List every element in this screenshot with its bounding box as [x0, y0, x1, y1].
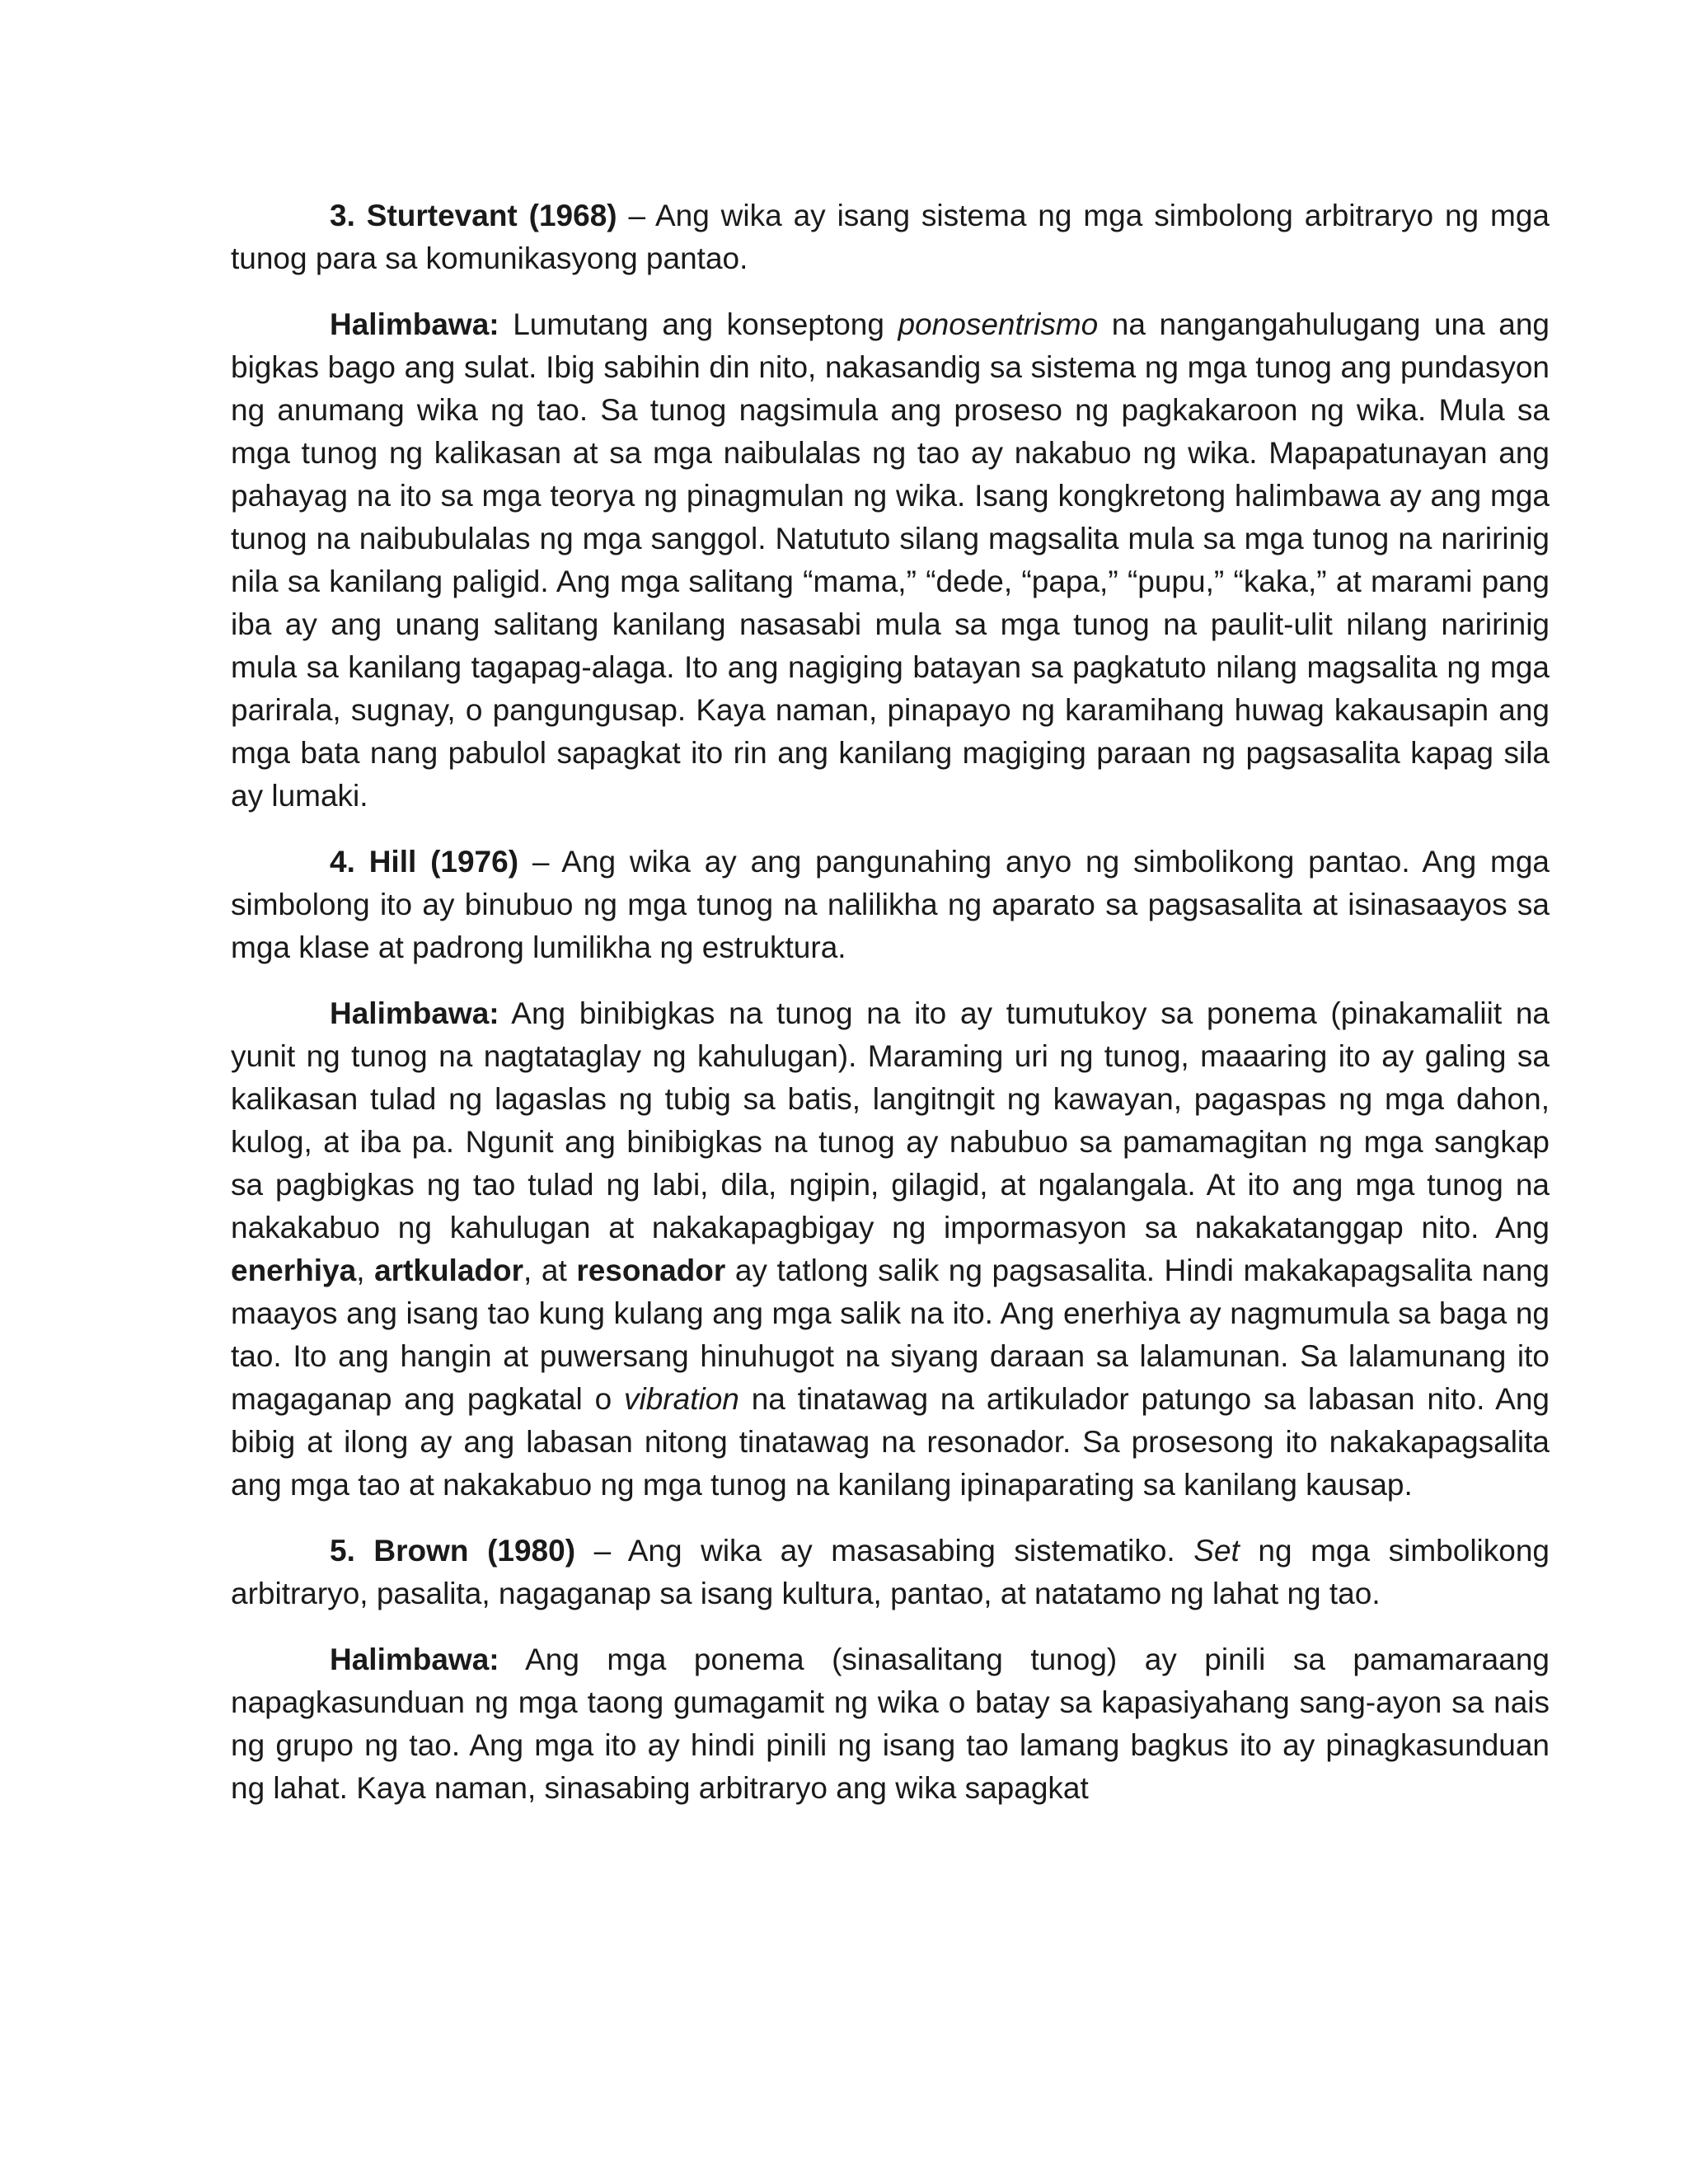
example-text: , at [523, 1254, 577, 1287]
example-text: Ang binibigkas na tunog na ito ay tumutukoy sa ponema (pinakamaliit na yunit ng tunog na nagtataglay ng kahulugan). Maraming uri ng tunog, maaaring ito ay galing sa kalikasan tulad ng lagaslas ng tubig sa batis, langitngit ng kawayan, pagaspas ng mga dahon, kulog, at iba pa. Ngunit ang binibigkas na tunog ay nabubuo sa pamamagitan ng mga sangkap sa pagbigkas ng tao tulad ng labi, dila, ngipin, gilagid, at ngalangala. At ito ang mga tunog na nakakabuo ng kahulugan at nakakapagbigay ng impormasyon sa nakakatanggap nito. Ang [231, 996, 1550, 1244]
definition-author: Sturtevant (1968) [366, 199, 617, 232]
definition-text: ng mga simbolikong arbitraryo, pasalita, nagaganap sa isang kultura, pantao, at natatamo ng lahat ng tao. [231, 1534, 1550, 1610]
example-label: Halimbawa: [330, 307, 499, 341]
example-bold-term: enerhiya [231, 1254, 357, 1287]
definition-author: Hill (1976) [368, 845, 519, 879]
example-sturtevant [231, 303, 1550, 818]
example-label: Halimbawa: [330, 996, 499, 1030]
definition-number: 3. [330, 199, 355, 232]
example-brown [231, 1638, 1550, 1810]
example-text: na nangangahulugang una ang bigkas bago ang sulat. Ibig sabihin din nito, nakasandig sa sistema ng mga tunog ang pundasyon ng anumang wika ng tao. Sa tunog nagsimula ang proseso ng pagkakaroon ng wika. Mula sa mga tunog ng kalikasan at sa mga naibulalas ng tao ay nakabuo ng wika. Mapapatunayan ang pahayag na ito sa mga teorya ng pinagmulan ng wika. Isang kongkretong halimbawa ay ang mga tunog na naibubulalas ng mga sanggol. Natututo silang magsalita mula sa mga tunog na naririnig nila sa kanilang paligid. Ang mga salitang “mama,” “dede, “papa,” “pupu,” “kaka,” at marami pang iba ay ang unang salitang kanilang nasasabi mula sa mga tunog na paulit-ulit nilang naririnig mula sa kanilang tagapag-alaga. Ito ang nagiging batayan sa pagkatuto nilang magsalita ng mga parirala, sugnay, o pangungusap. Kaya naman, pinapayo ng karamihang huwag kakausapin ang mga bata nang pabulol sapagkat ito rin ang kanilang magiging paraan ng pagsasalita kapag sila ay lumaki. [231, 307, 1550, 813]
example-label: Halimbawa: [330, 1643, 499, 1676]
definition-text: – Ang wika ay ang pangunahing anyo ng simbolikong pantao. Ang mga simbolong ito ay binubuo ng mga tunog na nalilikha ng aparato sa pagsasalita at isinasaayos sa mga klase at padrong lumilikha ng estruktura. [231, 845, 1550, 964]
example-text: , [356, 1254, 375, 1287]
definition-text: – Ang wika ay masasabing sistematiko. [575, 1534, 1194, 1568]
example-text: Lumutang ang konseptong [499, 307, 898, 341]
definition-author: Brown (1980) [373, 1534, 576, 1568]
example-italic-term: vibration [624, 1382, 739, 1416]
example-italic-term: ponosentrismo [898, 307, 1099, 341]
definition-hill [231, 841, 1550, 969]
example-text: na tinatawag na artikulador patungo sa labasan nito. Ang bibig at ilong ay ang labasan nitong tinatawag na resonador. Sa prosesong ito nakakapagsalita ang mga tao at nakakabuo ng mga tunog na kanilang ipinaparating sa kanilang kausap. [231, 1382, 1550, 1502]
definition-sturtevant [231, 194, 1550, 280]
example-hill [231, 992, 1550, 1507]
example-text: Ang mga ponema (sinasalitang tunog) ay pinili sa pamamaraang napagkasunduan ng mga taong gumagamit ng wika o batay sa kapasiyahang sang-ayon sa nais ng grupo ng tao. Ang mga ito ay hindi pinili ng isang tao lamang bagkus ito ay pinagkasunduan ng lahat. Kaya naman, sinasabing arbitraryo ang wika sapagkat [231, 1643, 1550, 1805]
definition-brown [231, 1530, 1550, 1615]
definition-text: – Ang wika ay isang sistema ng mga simbolong arbitraryo ng mga tunog para sa komunikasyong pantao. [231, 199, 1550, 275]
definition-number: 4. [330, 845, 355, 879]
example-text: ay tatlong salik ng pagsasalita. Hindi makakapagsalita nang maayos ang isang tao kung kulang ang mga salik na ito. Ang enerhiya ay nagmumula sa baga ng tao. Ito ang hangin at puwersang hinuhugot na siyang daraan sa lalamunan. Sa lalamunang ito magaganap ang pagkatal o [231, 1254, 1550, 1416]
definition-italic-term: Set [1193, 1534, 1240, 1568]
document-page [231, 194, 1550, 1810]
example-bold-term: resonador [576, 1254, 726, 1287]
example-bold-term: artkulador [374, 1254, 524, 1287]
definition-number: 5. [330, 1534, 355, 1568]
